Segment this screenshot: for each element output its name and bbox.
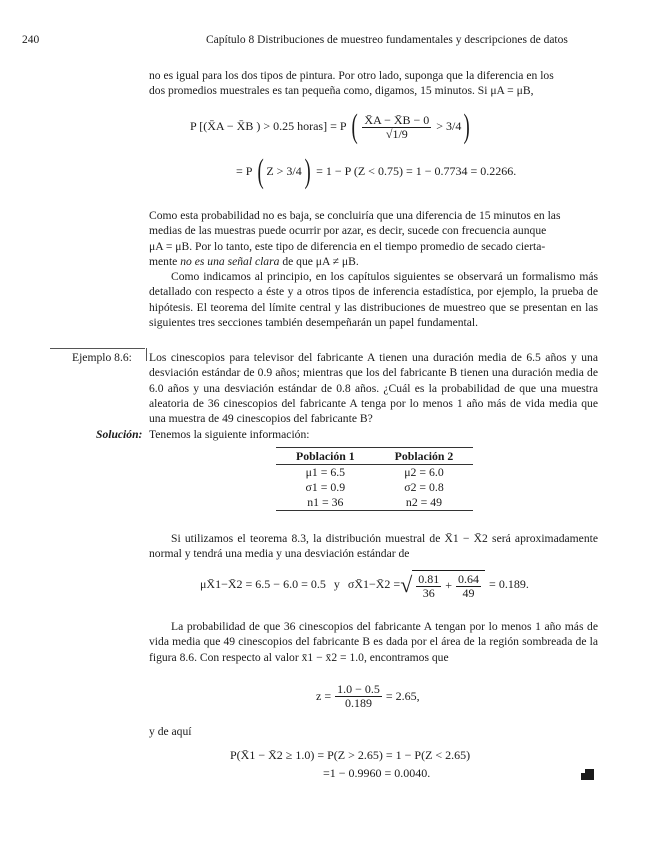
page-number: 240	[22, 34, 40, 46]
equation-1-line-2: = P ( Z > 3/4) = 1 − P (Z < 0.75) = 1 − 0.7734 = 0.2266.	[236, 153, 517, 190]
example-label: Ejemplo 8.6:	[72, 351, 132, 364]
population-table	[276, 447, 473, 511]
intro-line-2: dos promedios muestrales es tan pequeña como, digamos, 15 minutos. Si μA = μB,	[149, 84, 534, 98]
intro-paragraph	[149, 68, 598, 99]
example-rule	[50, 348, 145, 349]
conclusion-paragraph: Como esta probabilidad no es baja, se concluiría que una diferencia de 15 minutos en las medias de las muestras puede ocurrir por azar, es decir, sucede con frecuencia aunque μA = μB. Por lo tanto, este tipo de diferencia en el tiempo promedio de secado cierta- mente no es una señal clara de que μA ≠ μB.	[149, 209, 561, 268]
solution-intro: Tenemos la siguiente información:	[149, 428, 310, 441]
solution-label: Solución:	[96, 428, 143, 441]
end-of-proof-icon-shadow	[581, 773, 585, 780]
theorem-paragraph: Si utilizamos el teorema 8.3, la distribución muestral de X̄1 − X̄2 será aproximadamente normal y tendrá una media y una desviación estándar de	[149, 532, 598, 561]
running-head: Capítulo 8 Distribuciones de muestreo fundamentales y descripciones de datos	[206, 34, 568, 46]
end-of-proof-icon	[585, 769, 594, 780]
square-root: √ $\frac{0.81}{36}$ + $\frac{0.64}{49}$	[400, 570, 485, 600]
equation-1-fraction: $\frac{X̄A - X̄B - 0}{√1/9}$	[364, 112, 430, 141]
table-row: σ1 = 0.9 σ2 = 0.8	[305, 480, 444, 495]
equation-4-line-1: P(X̄1 − X̄2 ≥ 1.0) = P(Z > 2.65) = 1 − P(Z < 2.65)	[230, 748, 471, 762]
intro-line-1: no es igual para los dos tipos de pintura. Por otro lado, suponga que la diferencia en los	[149, 69, 554, 82]
equation-4-line-2: =1 − 0.9960 = 0.0040.	[323, 766, 431, 780]
z-fraction: $\frac{1.0 - 0.5}{0.189}$	[337, 682, 380, 710]
and-here-text: y de aquí	[149, 725, 192, 738]
framework-paragraph: Como indicamos al principio, en los capítulos siguientes se observará un formalismo más detallado con respecto a éste y a otros tipos de inferencia estadística, por ejemplo, la prueba de hipótesis. El teorema del límite central y las distribuciones de muestreo que se presentan en las siguientes tres secciones también desempeñarán un papel fundamental.	[149, 270, 598, 329]
table-header: Población 1	[276, 448, 375, 465]
table-row: n1 = 36 n2 = 49	[276, 495, 473, 511]
right-paren: )	[463, 108, 471, 145]
probability-paragraph: La probabilidad de que 36 cinescopios del fabricante A tengan por lo menos 1 año más de vida media que 49 cinescopios del fabricante B es dada por el área de la región sombreada de la figura 8.6. Con respecto al valor x̄1 − x̄2 = 1.0, encontramos que	[149, 620, 598, 664]
left-paren: (	[351, 108, 358, 145]
emphasis-text: no es una señal clara	[180, 254, 280, 268]
example-bar	[146, 348, 147, 361]
table-header: Población 2	[375, 448, 474, 465]
example-text: Los cinescopios para televisor del fabricante A tienen una duración media de 6.5 años y una desviación estándar de 0.9 años; mientras que los del fabricante B tienen una duración media de 6.0 años y una desviación estándar de 0.8 años. ¿Cuál es la probabilidad de que una muestra aleatoria de 36 cinescopios del fabricante A tenga por lo menos 1 año más de vida media que una muestra de 49 cinescopios del fabricante B?	[149, 351, 598, 426]
equation-1-line-1: P [(X̄A − X̄B ) > 0.25 horas] = P ( $\frac{X̄A - X̄B - 0}{√1/9}$ > 3/4)	[190, 108, 471, 145]
table-row: μ1 = 6.5 μ2 = 6.0	[305, 465, 444, 480]
equation-2: μX̄1−X̄2 = 6.5 − 6.0 = 0.5 y σX̄1−X̄2 = √ $\frac{0.81}{36}$ + $\frac{0.64}{49}$ = 0.189.	[200, 571, 529, 600]
equation-3: z = $\frac{1.0 - 0.5}{0.189}$ = 2.65,	[316, 682, 420, 710]
